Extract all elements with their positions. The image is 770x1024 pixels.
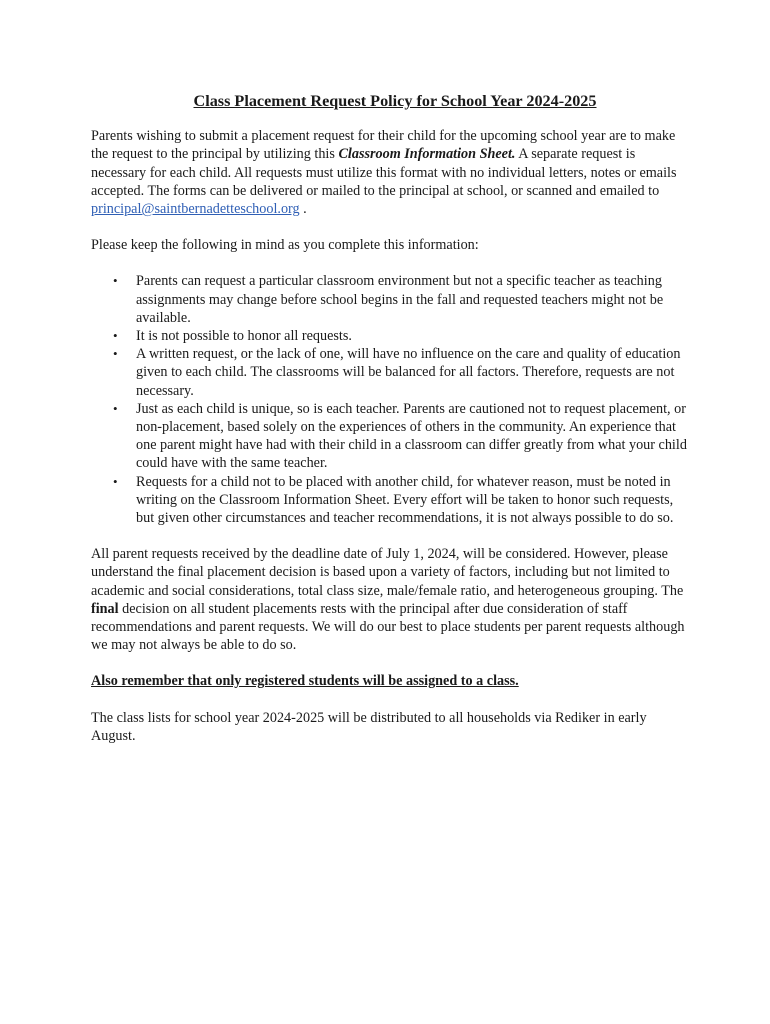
document-page (91, 92, 691, 763)
list-item (91, 345, 691, 400)
document-title: Class Placement Request Policy for School Year 2024-2025 (193, 92, 597, 110)
intro-paragraph (91, 127, 691, 218)
list-item-text: A written request, or the lack of one, will have no influence on the care and quality of education given to each child. The classrooms will be balanced for all factors. Therefore, requests are not necessary. (136, 346, 681, 399)
keep-in-mind-text: Please keep the following in mind as you complete this information: (91, 237, 479, 254)
registered-students-note: Also remember that only registered students will be assigned to a class. (91, 673, 519, 690)
bullet-icon: • (113, 346, 118, 362)
deadline-text-2: decision on all student placements rests with the principal after due consideration of staff recommendations and parent requests. We will do our best to place students per parent requests although we may not always be able to do so. (91, 600, 685, 654)
intro-text-1: Parents wishing to submit a placement request for their child for the upcoming school year are to make the request to the principal by utilizing this (91, 128, 676, 163)
deadline-text-1: All parent requests received by the deadline date of July 1, 2024, will be considered. However, please understand the final placement decision is based upon a variety of factors, including but not limited to academic and social considerations, total class size, male/female ratio, and heterogeneous grouping. The (91, 546, 684, 599)
list-item (91, 272, 691, 327)
closing-paragraph: The class lists for school year 2024-2025 will be distributed to all households via Rediker in early August. (91, 709, 647, 744)
deadline-paragraph (91, 545, 691, 654)
intro-text-3: . (299, 201, 307, 218)
list-item-text: Requests for a child not to be placed with another child, for whatever reason, must be noted in writing on the Classroom Information Sheet. Every effort will be taken to honor such requests, but given other circumstances and teacher recommendations, it is not always possible to do so. (136, 473, 674, 527)
bullet-icon: • (113, 400, 118, 416)
intro-text-2: A separate request is necessary for each child. All requests must utilize this format with no individual letters, notes or emails accepted. The forms can be delivered or mailed to the principal at school, or scanned and emailed to (91, 146, 677, 199)
list-item-text: Just as each child is unique, so is each teacher. Parents are cautioned not to request placement, or non-placement, based solely on the experiences of others in the community. An experience that one parent might have had with their child in a classroom can differ greatly from what your child could have with the same teacher. (136, 400, 687, 472)
guidelines-list (91, 272, 691, 527)
bullet-icon: • (113, 328, 118, 344)
list-item-text: Parents can request a particular classroom environment but not a specific teacher as teaching assignments may change before school begins in the fall and requested teachers might not be available. (136, 273, 664, 326)
list-item-text: It is not possible to honor all requests. (136, 328, 352, 345)
bullet-icon: • (113, 273, 118, 289)
list-item (91, 473, 691, 528)
final-word: final (91, 600, 119, 617)
bullet-icon: • (113, 473, 118, 489)
list-item (91, 400, 691, 473)
list-item (91, 327, 691, 345)
principal-email-link[interactable]: principal@saintbernadetteschool.org (91, 201, 300, 218)
sheet-name: Classroom Information Sheet. (338, 146, 516, 163)
